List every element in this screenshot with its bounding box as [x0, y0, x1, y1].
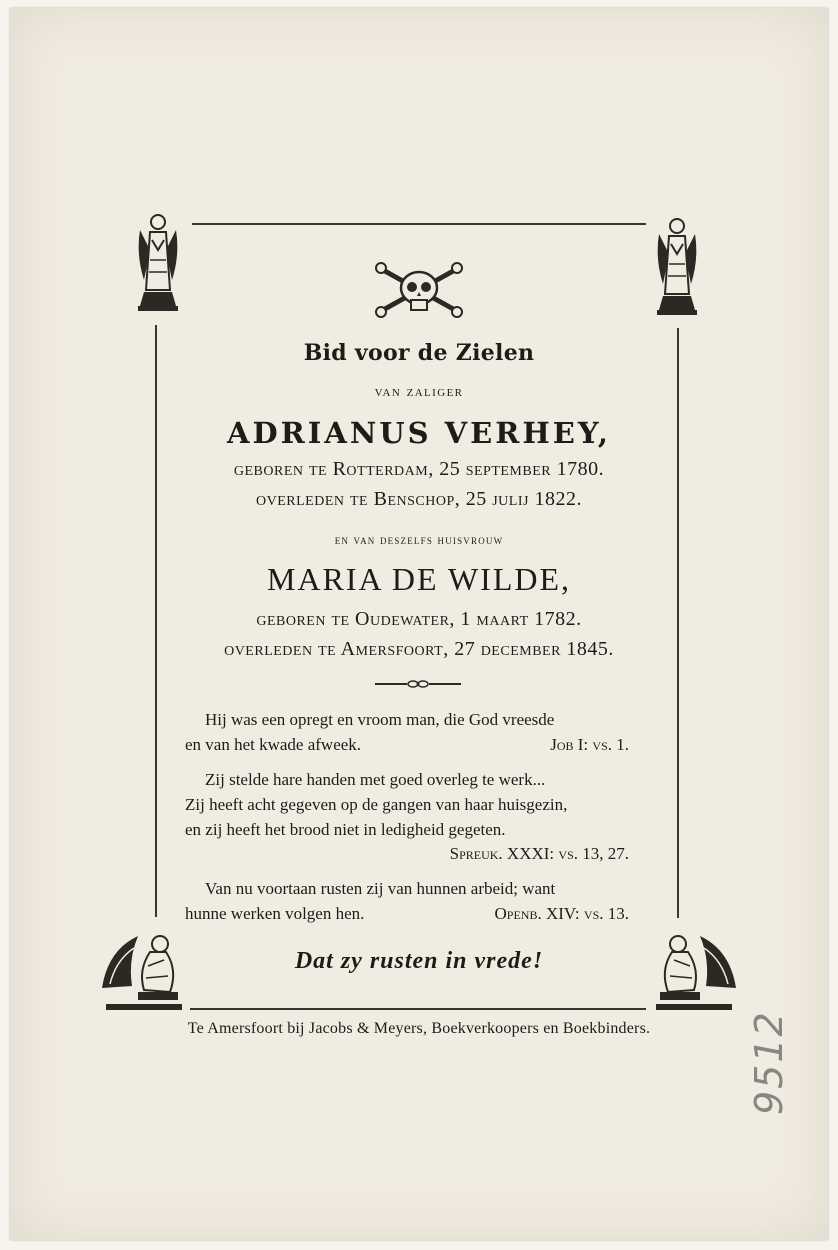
verse-revelation-text: hunne werken volgen hen. — [185, 904, 365, 923]
person2-born: geboren te Oudewater, 1 maart 1782. — [256, 608, 582, 630]
person2-name: MARIA DE WILDE, — [266, 561, 572, 597]
person2-died: overleden te Amersfoort, 27 december 1845. — [224, 638, 614, 660]
top-rule — [192, 223, 646, 225]
person1-born: geboren te Rotterdam, 25 september 1780. — [233, 458, 605, 480]
verse-revelation-reference: Openb. XIV: vs. 13. — [494, 904, 629, 923]
verse-job-line-1: Hij was een opregt en vroom man, die God vreesde — [205, 710, 555, 729]
person1-died: overleden te Benschop, 25 julij 1822. — [256, 488, 582, 510]
verse-proverbs-line-2: Zij heeft acht gegeven op de gangen van haar huisgezin, — [185, 795, 568, 814]
skull-crossbones-icon — [375, 262, 463, 318]
bottom-rule — [190, 1008, 646, 1010]
inventory-number: 9512 — [747, 1010, 791, 1115]
verse-proverbs-line-3: en zij heeft het brood niet in ledigheid gegeten. — [185, 820, 506, 839]
verse-job-text: en van het kwade afweek. — [185, 735, 362, 754]
verse-job-line-2 — [185, 733, 650, 756]
angel-praying-icon — [653, 214, 701, 318]
printer-imprint: Te Amersfoort bij Jacobs & Meyers, Boekverkoopers en Boekbinders. — [187, 1020, 651, 1037]
verse-job-reference: Job I: vs. 1. — [550, 735, 629, 754]
person1-name: ADRIANUS VERHEY, — [227, 416, 611, 450]
spouse-connector: en van deszelfs huisvrouw — [334, 532, 504, 547]
verse-revelation-line-1: Van nu voortaan rusten zij van hunnen arbeid; want — [205, 879, 556, 898]
prayer-heading: Bid voor de Zielen — [303, 340, 535, 366]
verse-proverbs-reference: Spreuk. XXXI: vs. 13, 27. — [449, 844, 629, 863]
verse-proverbs-line-1: Zij stelde hare handen met goed overleg te werk... — [205, 770, 546, 789]
verse-revelation-line-2 — [185, 902, 650, 925]
closing-prayer: Dat zy rusten in vrede! — [294, 948, 544, 974]
angel-praying-icon — [134, 210, 182, 314]
late-caption: van zaliger — [374, 383, 464, 400]
divider-flourish-icon — [373, 678, 463, 690]
